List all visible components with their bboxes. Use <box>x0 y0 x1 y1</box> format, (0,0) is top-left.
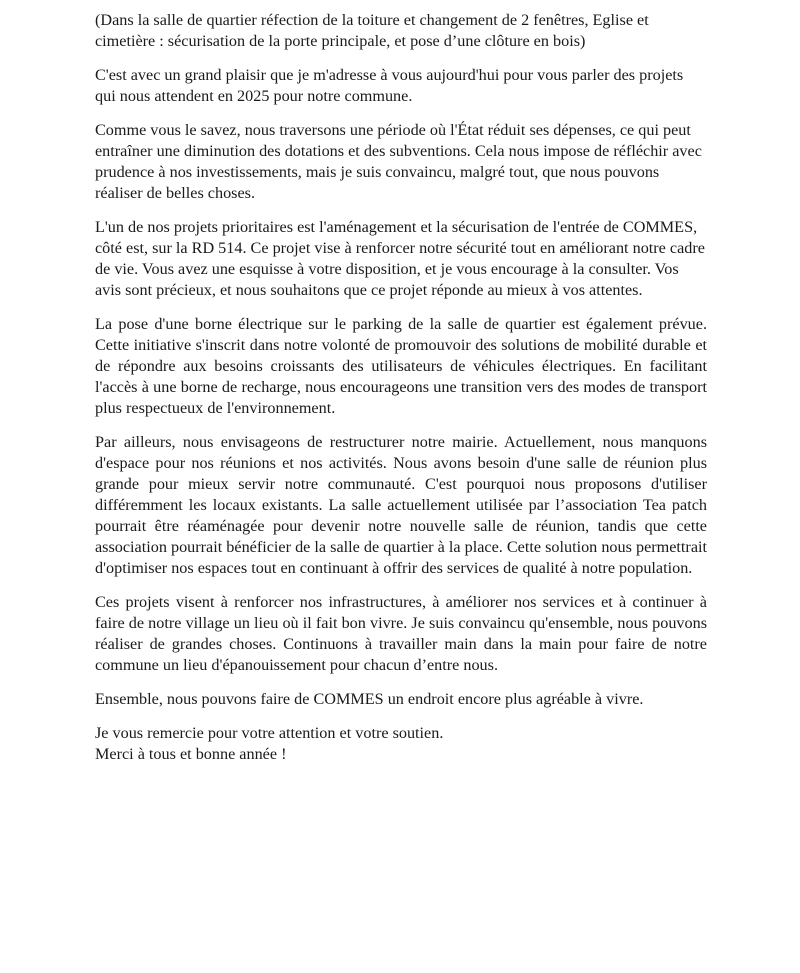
paragraph-together: Ensemble, nous pouvons faire de COMMES un endroit encore plus agréable à vivre. <box>95 690 644 708</box>
paragraph-charging-station: La pose d'une borne électrique sur le parking de la salle de quartier est également prévue. Cette initiative s'inscrit dans notre volonté de promouvoir des solutions de mobilité durable et de répondre aux besoins croissants des utilisateurs de véhicules électriques. En facilitant l'accès à une borne de recharge, nous encourageons une transition vers des modes de transport plus respectueux de l'environnement. <box>95 315 707 417</box>
paragraph-intro: C'est avec un grand plaisir que je m'adresse à vous aujourd'hui pour vous parler des projets qui nous attendent en 2025 pour notre commune. <box>95 66 684 105</box>
paragraph-town-hall: Par ailleurs, nous envisageons de restructurer notre mairie. Actuellement, nous manquons d'espace pour nos réunions et nos activités. Nous avons besoin d'une salle de réunion plus grande pour mieux servir notre communauté. C'est pourquoi nous proposons d'utiliser différemment les locaux existants. La salle actuellement utilisée par l’association Tea patch pourrait être réaménagée pour devenir notre nouvelle salle de réunion, tandis que cette association pourrait bénéficier de la salle de quartier à la place. Cette solution nous permettrait d'optimiser nos espaces tout en continuant à offrir des services de qualité à notre population. <box>95 433 707 577</box>
paragraph-entrance-project: L'un de nos projets prioritaires est l'aménagement et la sécurisation de l'entrée de COMMES, côté est, sur la RD 514. Ce projet vise à renforcer notre sécurité tout en améliorant notre cadre de vie. Vous avez une esquisse à votre disposition, et je vous encourage à la consulter. Vos avis sont précieux, et nous souhaitons que ce projet réponde au mieux à vos attentes. <box>95 218 705 299</box>
closing-wishes: Merci à tous et bonne année ! <box>95 745 287 763</box>
closing-block <box>95 723 707 765</box>
closing-thanks: Je vous remercie pour votre attention et votre soutien. <box>95 724 444 742</box>
paragraph-renovation-note: (Dans la salle de quartier réfection de la toiture et changement de 2 fenêtres, Eglise et cimetière : sécurisation de la porte principale, et pose d’une clôture en bois) <box>95 11 649 50</box>
document-page <box>95 10 707 765</box>
paragraph-conclusion: Ces projets visent à renforcer nos infrastructures, à améliorer nos services et à continuer à faire de notre village un lieu où il fait bon vivre. Je suis convaincu qu'ensemble, nous pouvons réaliser de grandes choses. Continuons à travailler main dans la main pour faire de notre commune un lieu d'épanouissement pour chacun d’entre nous. <box>95 593 707 674</box>
paragraph-budget: Comme vous le savez, nous traversons une période où l'État réduit ses dépenses, ce qui peut entraîner une diminution des dotations et des subventions. Cela nous impose de réfléchir avec prudence à nos investissements, mais je suis convaincu, malgré tout, que nous pouvons réaliser de belles choses. <box>95 121 702 202</box>
